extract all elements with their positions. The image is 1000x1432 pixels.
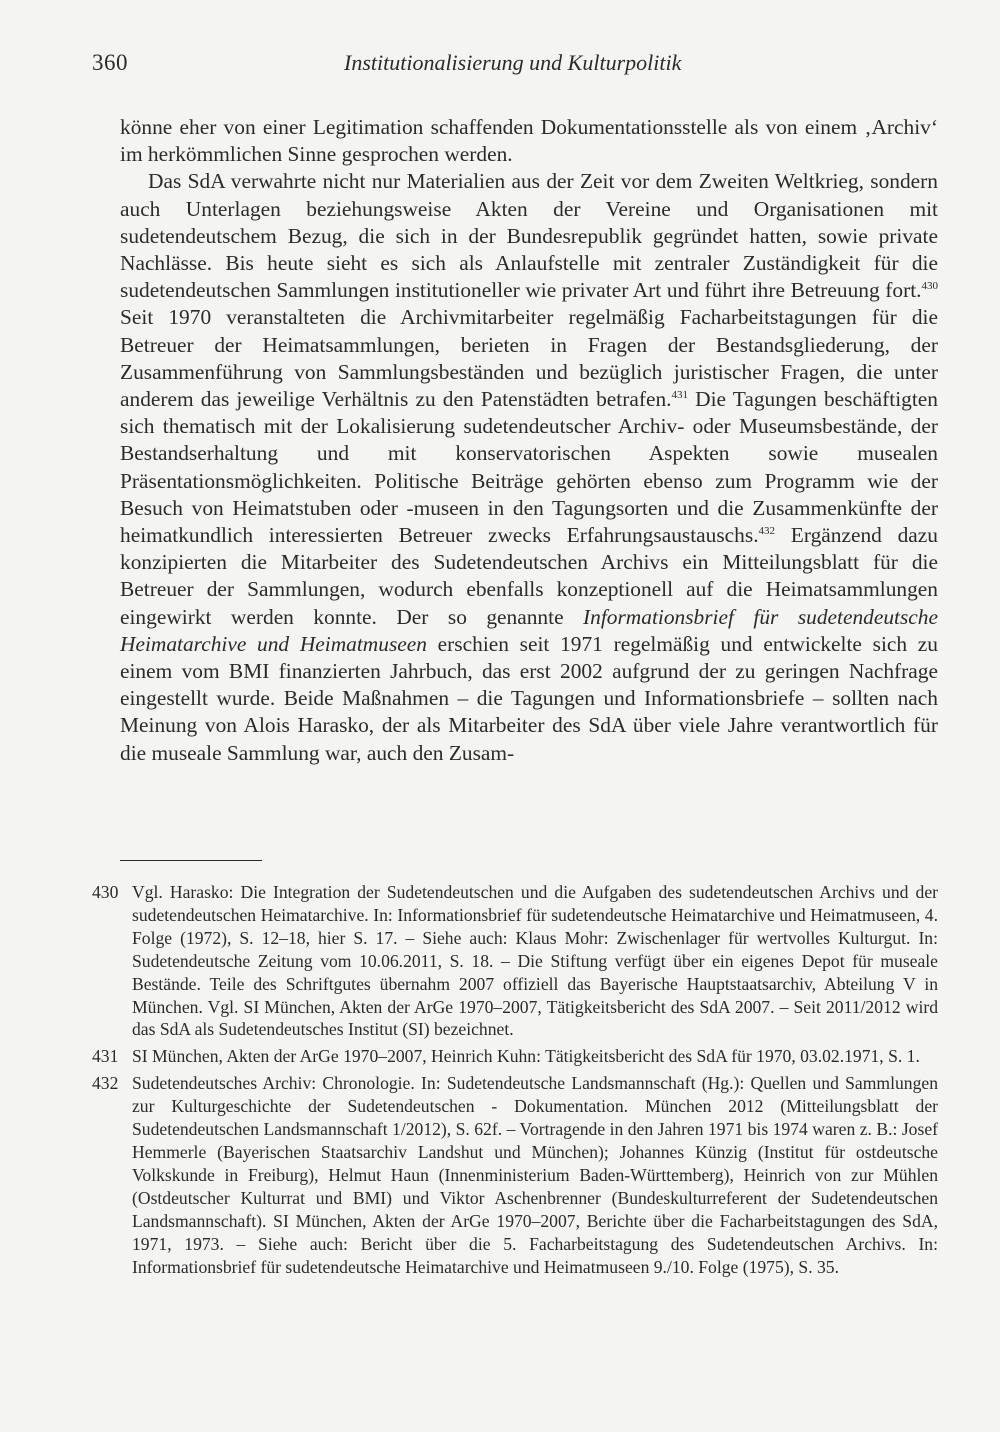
text-run: Die Tagungen beschäftigten sich thematisch mit der Lokalisierung sudetendeutscher Archiv- oder Museumsbestände, der Bestandserhaltung und mit konservatorischen Aspekten sowie musealen Präsentationsmöglichkeiten. Politische Beiträge gehörten ebenso zum Programm wie der Besuch von Heimatstuben oder -museen in den Tagungsorten und die Zusammenkünfte der heimatkundlich interessierten Betreuer zwecks Erfahrungsaustauschs. bbox=[120, 387, 938, 548]
footnote-432 bbox=[92, 1072, 938, 1278]
footnote-ref-432[interactable]: 432 bbox=[758, 525, 776, 538]
footnote-text: Sudetendeutsches Archiv: Chronologie. In: Sudetendeutsche Landsmannschaft (Hg.): Quellen und Sammlungen zur Kulturgeschichte der Sudetendeutschen - Dokumentation. München 2012 (Mitteilungsblatt der Sudetendeutschen Landsmannschaft 1/2012), S. 62f. – Vortragende in den Jahren 1971 bis 1974 waren z. B.: Josef Hemmerle (Bayerischen Staatsarchiv Landshut und München); Johannes Künzig (Institut für ostdeutsche Volkskunde in Freiburg), Helmut Haun (Innenministerium Baden-Württemberg), Heinrich von zur Mühlen (Ostdeutscher Kulturrat und BMI) und Viktor Aschenbrenner (Bundeskulturreferent der Sudetendeutschen Landsmannschaft). SI München, Akten der ArGe 1970–2007, Berichte über die Facharbeitstagungen des SdA, 1971, 1973. – Siehe auch: Bericht über die 5. Facharbeitstagung des Sudetendeutschen Archivs. In: Informationsbrief für sudetendeutsche Heimatarchive und Heimatmuseen 9./10. Folge (1975), S. 35. bbox=[132, 1073, 938, 1277]
footnote-separator bbox=[120, 860, 262, 861]
footnote-ref-430[interactable]: 430 bbox=[921, 280, 938, 293]
main-text bbox=[120, 114, 938, 767]
text-run: Seit 1970 veranstalteten die Archivmitarbeiter regelmäßig Facharbeitstagungen für die Betreuer der Heimatsammlungen, berieten in Fragen der Bestandsgliederung, der Zusammenführung von Sammlungsbeständen und bezüglich juristischer Fragen, die unter anderem das jeweilige Verhältnis zu den Patenstädten betrafen. bbox=[120, 305, 938, 412]
footnote-text: Vgl. Harasko: Die Integration der Sudetendeutschen und die Aufgaben des sudetendeutschen Archivs und der sudetendeutschen Heimatarchive. In: Informationsbrief für sudetendeutsche Heimatarchive und Heimatmuseen, 4. Folge (1972), S. 12–18, hier S. 17. – Siehe auch: Klaus Mohr: Zwischenlager für wertvolles Kulturgut. In: Sudetendeutsche Zeitung vom 10.06.2011, S. 18. – Die Stiftung verfügt über ein eigenes Depot für museale Bestände. Teile des Schriftgutes übernahm 2007 offiziell das Bayerische Hauptstaatsarchiv, Abteilung V in München. Vgl. SI München, Akten der ArGe 1970–2007, Tätigkeitsbericht des SdA 2007. – Seit 2011/2012 wird das SdA als Sudetendeutsches Institut (SI) bezeichnet. bbox=[132, 882, 938, 1040]
footnote-number: 432 bbox=[92, 1073, 119, 1094]
paragraph bbox=[120, 168, 938, 766]
footnote-ref-431[interactable]: 431 bbox=[671, 389, 688, 402]
page-number: 360 bbox=[92, 50, 128, 75]
publication-title: Informationsbrief für sudetendeutsche Heimatarchive und Heimatmuseen bbox=[120, 604, 938, 656]
footnote-text: SI München, Akten der ArGe 1970–2007, Heinrich Kuhn: Tätigkeitsbericht des SdA für 1970, 03.02.1971, S. 1. bbox=[132, 1046, 920, 1067]
paragraph-continued: könne eher von einer Legitimation schaffenden Dokumentationsstelle als von einem ‚Archiv‘ im herkömmlichen Sinne gesprochen werden. bbox=[120, 115, 938, 167]
footnote-number: 430 bbox=[92, 882, 119, 902]
text-run: erschien seit 1971 regelmäßig und entwickelte sich zu einem vom BMI finanzierten Jahrbuch, das erst 2002 aufgrund der zu geringen Nachfrage eingestellt wurde. Beide Maßnahmen – die Tagungen und Informationsbriefe – sollten nach Meinung von Alois Harasko, der als Mitarbeiter des SdA über viele Jahre verantwortlich für die museale Sammlung war, auch den Zusam- bbox=[120, 631, 938, 765]
footnote-431 bbox=[92, 1045, 938, 1068]
text-run: Ergänzend dazu konzipierten die Mitarbeiter des Sudetendeutschen Archivs ein Mitteilungsblatt für die Betreuer der Sammlungen, wodurch ebenfalls konzeptionell auf die Heimatsammlungen eingewirkt werden konnte. Der so genannte bbox=[120, 523, 938, 629]
footnote-number: 431 bbox=[92, 1046, 119, 1067]
footnotes bbox=[92, 881, 938, 1282]
running-title: Institutionalisierung und Kulturpolitik bbox=[344, 50, 682, 75]
page-header bbox=[92, 50, 912, 84]
footnote-430 bbox=[92, 881, 938, 1041]
text-run: Das SdA verwahrte nicht nur Materialien aus der Zeit vor dem Zweiten Weltkrieg, sondern auch Unterlagen beziehungsweise Akten der Vereine und Organisationen mit sudetendeutschem Bezug, die sich in der Bundesrepublik gegründet hatten, sowie private Nachlässe. Bis heute sieht es sich als Anlaufstelle mit zentraler Zuständigkeit für die sudetendeutschen Sammlungen institutioneller wie privater Art und führt ihre Betreuung fort. bbox=[120, 169, 938, 303]
